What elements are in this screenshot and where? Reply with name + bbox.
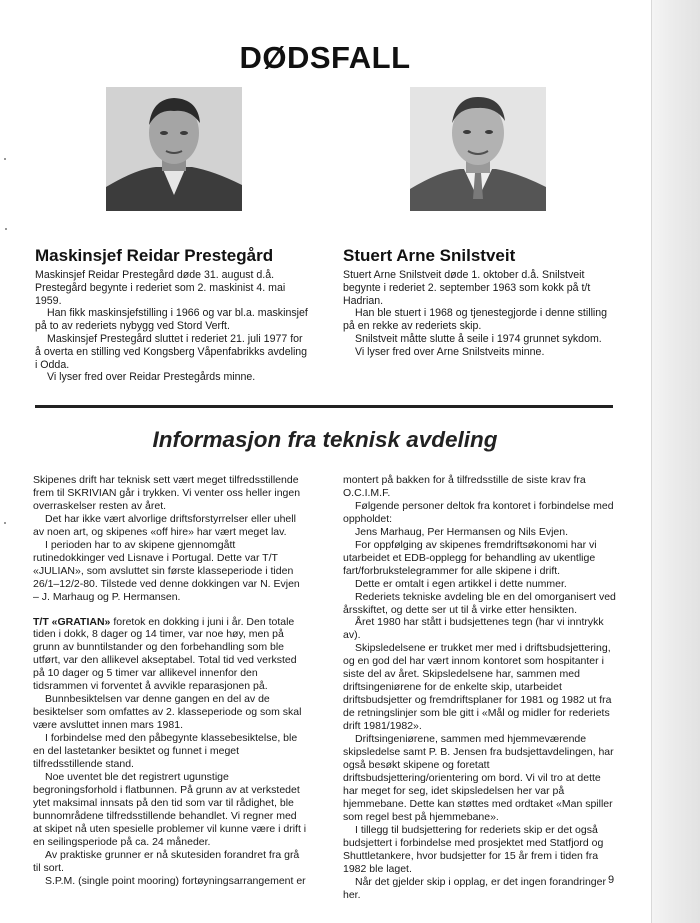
article-paragraph: Dette er omtalt i egen artikkel i dette nummer. — [355, 577, 567, 590]
article-paragraph: Året 1980 har stått i budsjettenes tegn (har vi inntrykk av). — [343, 616, 604, 642]
article-right-column — [343, 474, 618, 901]
page-edge — [651, 0, 700, 923]
article-left-column — [33, 474, 308, 888]
scan-speck — [5, 228, 7, 230]
article-paragraph: For oppfølging av skipenes fremdriftsøkonomi har vi utarbeidet et EDB-opplegg for behandling av ukentlige fart/forbrukstelegrammer for alle skipene i drift. — [343, 538, 597, 577]
obituary-text-prestegard — [35, 269, 308, 384]
article-paragraph: Skipenes drift har teknisk sett vært meget tilfredsstillende frem til SKRIVIAN går i trykken. Vi venter oss heller ingen overraskelser resten av året. — [33, 474, 301, 512]
scan-speck — [4, 522, 6, 524]
obituary-paragraph: Vi lyser fred over Arne Snilstveits minne. — [355, 345, 545, 358]
article-paragraph: I forbindelse med den påbegynte klassebesiktelse, ble en del lastetanker besiktet og funnet i meget tilfredsstillende stand. — [33, 732, 298, 771]
article-paragraph: Når det gjelder skip i opplag, er det ingen forandringer her. — [343, 875, 606, 901]
article-paragraph: Av praktiske grunner er nå skutesiden forandret fra grå til sort. — [33, 848, 300, 874]
article-paragraph: Noe uventet ble det registrert ugunstige begroningsforhold i flatbunnen. På grunn av at verkstedet ytet maksimal innsats på den tid som var til rådighet, ble bunnområdene tilfredsstillende behandlet. Vi regner med at skipet nå uten spesielle problemer vil kunne være i drift i en seilingsperiode på ca. 24 måneder. — [33, 770, 307, 848]
article-paragraph: Skipsledelsene er trukket mer med i driftsbudsjettering, og en god del har vært innom kontoret som hospitanter i siste del av året. Skipsledelsene har, sammen med driftsingeniørene for de enkelte skip, utarbeidet driftsbudsjetter og fremdriftsplaner for 1981 og 1982 ut fra de retningslinjer som ble gitt i «Mål og midler for rederiets drift 1981/1982». — [343, 642, 612, 733]
obituary-paragraph: Han fikk maskinsjefstilling i 1966 og var bl.a. maskinsjef på to av rederiets nybygg ved Stord Verft. — [35, 307, 308, 333]
page-number: 9 — [608, 874, 615, 886]
obituary-paragraph: Maskinsjef Reidar Prestegård døde 31. august d.å. Prestegård begynte i rederiet som 2. maskinist 4. mai 1959. — [35, 269, 286, 307]
article-paragraph: I perioden har to av skipene gjennomgått rutinedokkinger ved Lisnave i Portugal. Dette var T/T «JULIAN», som avsluttet sin første klasseperiode i tiden 26/1–12/2-80. Tilstede ved denne dokkingen var N. Evjen – J. Marhaug og P. Hermansen. — [33, 538, 300, 603]
obituary-heading-prestegard: Maskinsjef Reidar Prestegård — [35, 246, 274, 265]
obituary-paragraph: Stuert Arne Snilstveit døde 1. oktober d.å. Snilstveit begynte i rederiet 2. september 1963 som kokk på t/t Hadrian. — [343, 269, 591, 307]
obituary-paragraph: Vi lyser fred over Reidar Prestegårds minne. — [47, 371, 256, 384]
article-paragraph: S.P.M. (single point mooring) fortøyningsarrangement er — [45, 874, 306, 887]
obituary-paragraph: Han ble stuert i 1968 og tjenestegjorde i denne stilling på en rekke av rederiets skip. — [343, 307, 608, 333]
portrait-photo-prestegard — [106, 87, 242, 211]
article-paragraph: montert på bakken for å tilfredsstille de siste krav fra O.C.I.M.F. — [343, 474, 586, 499]
article-paragraph: I tillegg til budsjettering for rederiets skip er det også budsjettert i forbindelse med prosjektet med Statfjord og Shuttletankere, hvor budsjetter for 15 år frem i tiden fra 1982 ble laget. — [343, 823, 604, 875]
article-paragraph: Bunnbesiktelsen var denne gangen en del av de besiktelser som omfattes av 2. klasseperiode og som skal være avsluttet innen mars 1981. — [33, 693, 302, 732]
article-paragraph-text: foretok en dokking i juni i år. Den totale tiden i dokk, 8 dager og 14 timer, var noe høy, men på grunn av bunntilstander og den forbehandling som ble utført, var den allikevel akseptabel. Total tid ved verksted på 10 dager og 5 timer var allikevel innenfor den tidsrammen vi forventet å avvikle reparasjonen på. — [33, 615, 297, 693]
article-paragraph: Følgende personer deltok fra kontoret i forbindelse med oppholdet: — [343, 499, 614, 525]
portrait-photo-snilstveit — [410, 87, 546, 211]
page-title: DØDSFALL — [239, 40, 411, 75]
article-paragraph: Jens Marhaug, Per Hermansen og Nils Evjen. — [355, 525, 569, 538]
vessel-name-gratian: T/T «GRATIAN» — [33, 615, 111, 628]
obituary-paragraph: Snilstveit måtte slutte å seile i 1974 grunnet sykdom. — [355, 332, 602, 345]
section-divider — [35, 405, 613, 408]
article-paragraph — [33, 616, 308, 694]
obituary-heading-snilstveit: Stuert Arne Snilstveit — [343, 246, 516, 265]
article-paragraph: Rederiets tekniske avdeling ble en del omorganisert ved årsskiftet, og dette ser ut til å virke etter hensikten. — [343, 590, 616, 616]
obituary-text-snilstveit — [343, 269, 616, 359]
scan-speck — [4, 158, 6, 160]
article-paragraph: Driftsingeniørene, sammen med hjemmeværende skipsledelse samt P. B. Jensen fra budsjettavdelingen, har også besøkt skipene og foretatt driftsbudsjettering/orientering om bord. Vi vil tro at dette har meget for seg, idet skipsledelsen her var på hjemmebane. Dette kan støttes med ordtaket «Man spiller som regel best på hjemmebane». — [343, 733, 614, 823]
article-paragraph: Det har ikke vært alvorlige driftsforstyrrelser eller uhell av noen art, og skipenes «off hire» har vært meget lav. — [33, 512, 296, 538]
section-title: Informasjon fra teknisk avdeling — [152, 427, 498, 452]
obituary-paragraph: Maskinsjef Prestegård sluttet i rederiet 21. juli 1977 for å overta en stilling ved Kongsberg Våpenfabrikks avdeling i Odda. — [35, 332, 308, 371]
